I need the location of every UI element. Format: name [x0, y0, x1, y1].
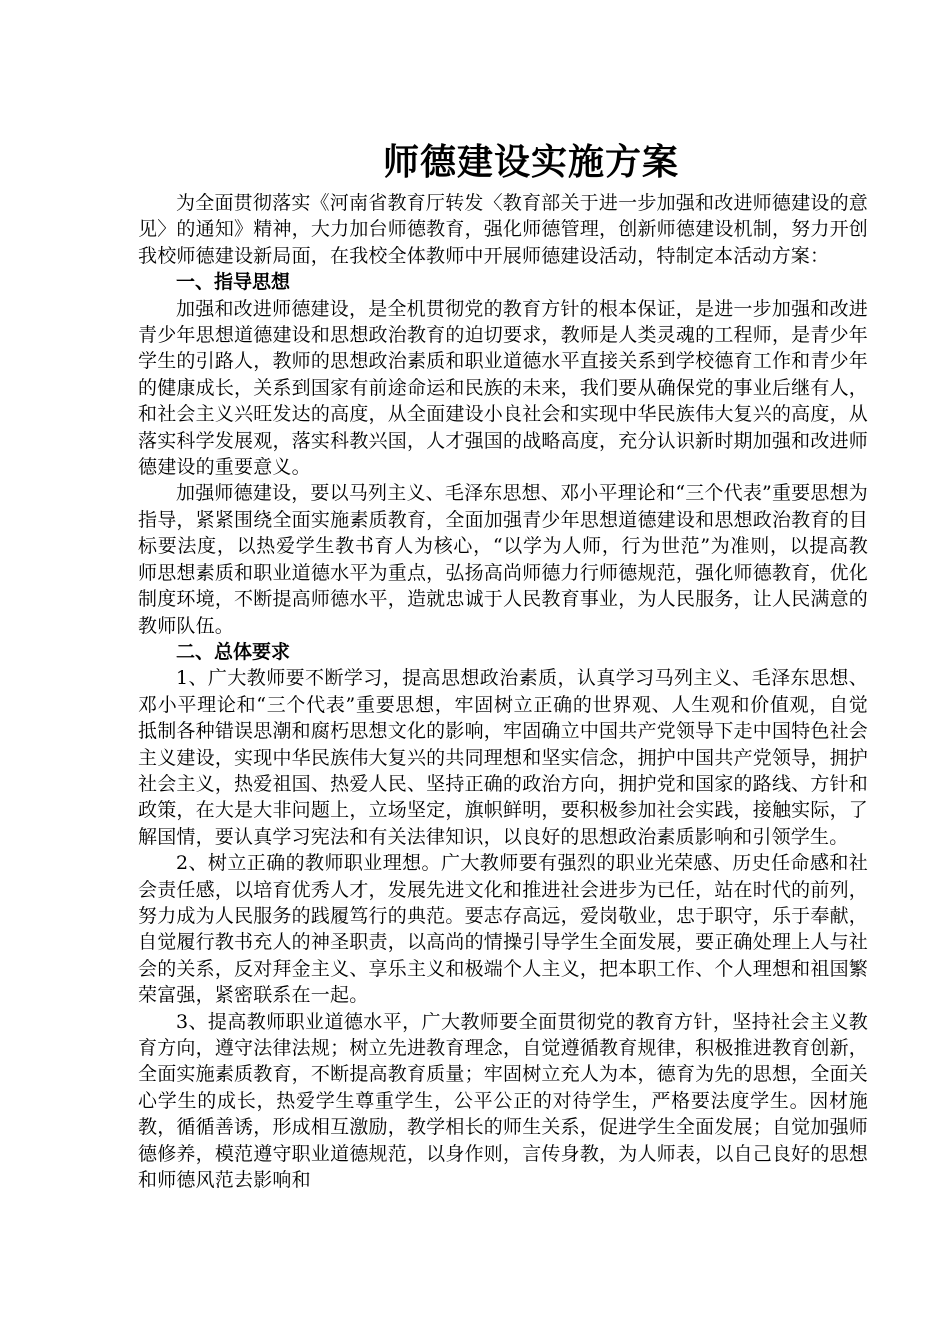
section2-paragraph-1: 1、广大教师要不断学习，提高思想政治素质，认真学习马列主义、毛泽东思想、邓小平理论和“三个代表”重要思想，牢固树立正确的世界观、人生观和价值观，自觉抵制各种错误思潮和腐朽思想文化的影响，牢固确立中国共产党领导下走中国特色社会主义建设，实现中华民族伟大复兴的共同理想和坚实信念，拥护中国共产党领导，拥护社会主义，热爱祖国、热爱人民、坚持正确的政治方向，拥护党和国家的路线、方针和政策，在大是大非问题上，立场坚定，旗帜鲜明，要积极参加社会实践，接触实际，了解国情，要认真学习宪法和有关法律知识，以良好的思想政治素质影响和引领学生。	[138, 667, 868, 848]
intro-paragraph: 为全面贯彻落实《河南省教育厅转发〈教育部关于进一步加强和改进师德建设的意见〉的通知》精神，大力加台师德教育，强化师德管理，创新师德建设机制，努力开创我校师德建设新局面，在我校全体教师中开展师德建设活动，特制定本活动方案：	[138, 192, 868, 267]
document-title: 师德建设实施方案	[383, 141, 680, 183]
section2-paragraph-3: 3、提高教师职业道德水平，广大教师要全面贯彻党的教育方针，坚持社会主义教育方向，遵守法律法规；树立先进教育理念，自觉遵循教育规律，积极推进教育创新，全面实施素质教育，不断提高教育质量；牢固树立充人为本，德育为先的思想，全面关心学生的成长，热爱学生尊重学生，公平公正的对待学生，严格要法度学生。因材施教，循循善诱，形成相互激励，教学相长的师生关系，促进学生全面发展；自觉加强师德修养，模范遵守职业道德规范，以身作则，言传身教，为人师表，以自己良好的思想和师德风范去影响和	[138, 1010, 868, 1192]
section-heading-general-requirements: 二、总体要求	[176, 640, 291, 663]
section-heading-guiding-ideology: 一、指导思想	[176, 271, 291, 294]
document-body	[138, 140, 868, 1193]
section1-paragraph-1: 加强和改进师德建设，是全机贯彻党的教育方针的根本保证，是进一步加强和改进青少年思想道德建设和思想政治教育的迫切要求，教师是人类灵魂的工程师，是青少年学生的引路人，教师的思想政治素质和职业道德水平直接关系到学校德育工作和青少年的健康成长，关系到国家有前途命运和民族的未来，我们要从确保党的事业后继有人，和社会主义兴旺发达的高度，从全面建设小良社会和实现中华民族伟大复兴的高度，从落实科学发展观，落实科教兴国，人才强国的战略高度，充分认识新时期加强和改进师德建设的重要意义。	[138, 297, 868, 479]
section1-paragraph-2: 加强师德建设，要以马列主义、毛泽东思想、邓小平理论和“三个代表”重要思想为指导，紧紧围绕全面实施素质教育，全面加强青少年思想道德建设和思想政治教育的目标要法度，以热爱学生教书育人为核心，“以学为人师，行为世范”为准则，以提高教师思想素质和职业道德水平为重点，弘扬高尚师德力行师德规范，强化师德教育，优化制度环境，不断提高师德水平，造就忠诚于人民教育事业，为人民服务，让人民满意的教师队伍。	[138, 482, 868, 637]
section2-paragraph-2: 2、树立正确的教师职业理想。广大教师要有强烈的职业光荣感、历史任命感和社会责任感，以培育优秀人才，发展先进文化和推进社会进步为已任，站在时代的前列，努力成为人民服务的践履笃行的典范。要志存高远，爱岗敬业，忠于职守，乐于奉献，自觉履行教书充人的神圣职责，以高尚的情操引导学生全面发展，要正确处理上人与社会的关系，反对拜金主义、享乐主义和极端个人主义，把本职工作、个人理想和祖国繁荣富强，紧密联系在一起。	[138, 852, 868, 1007]
